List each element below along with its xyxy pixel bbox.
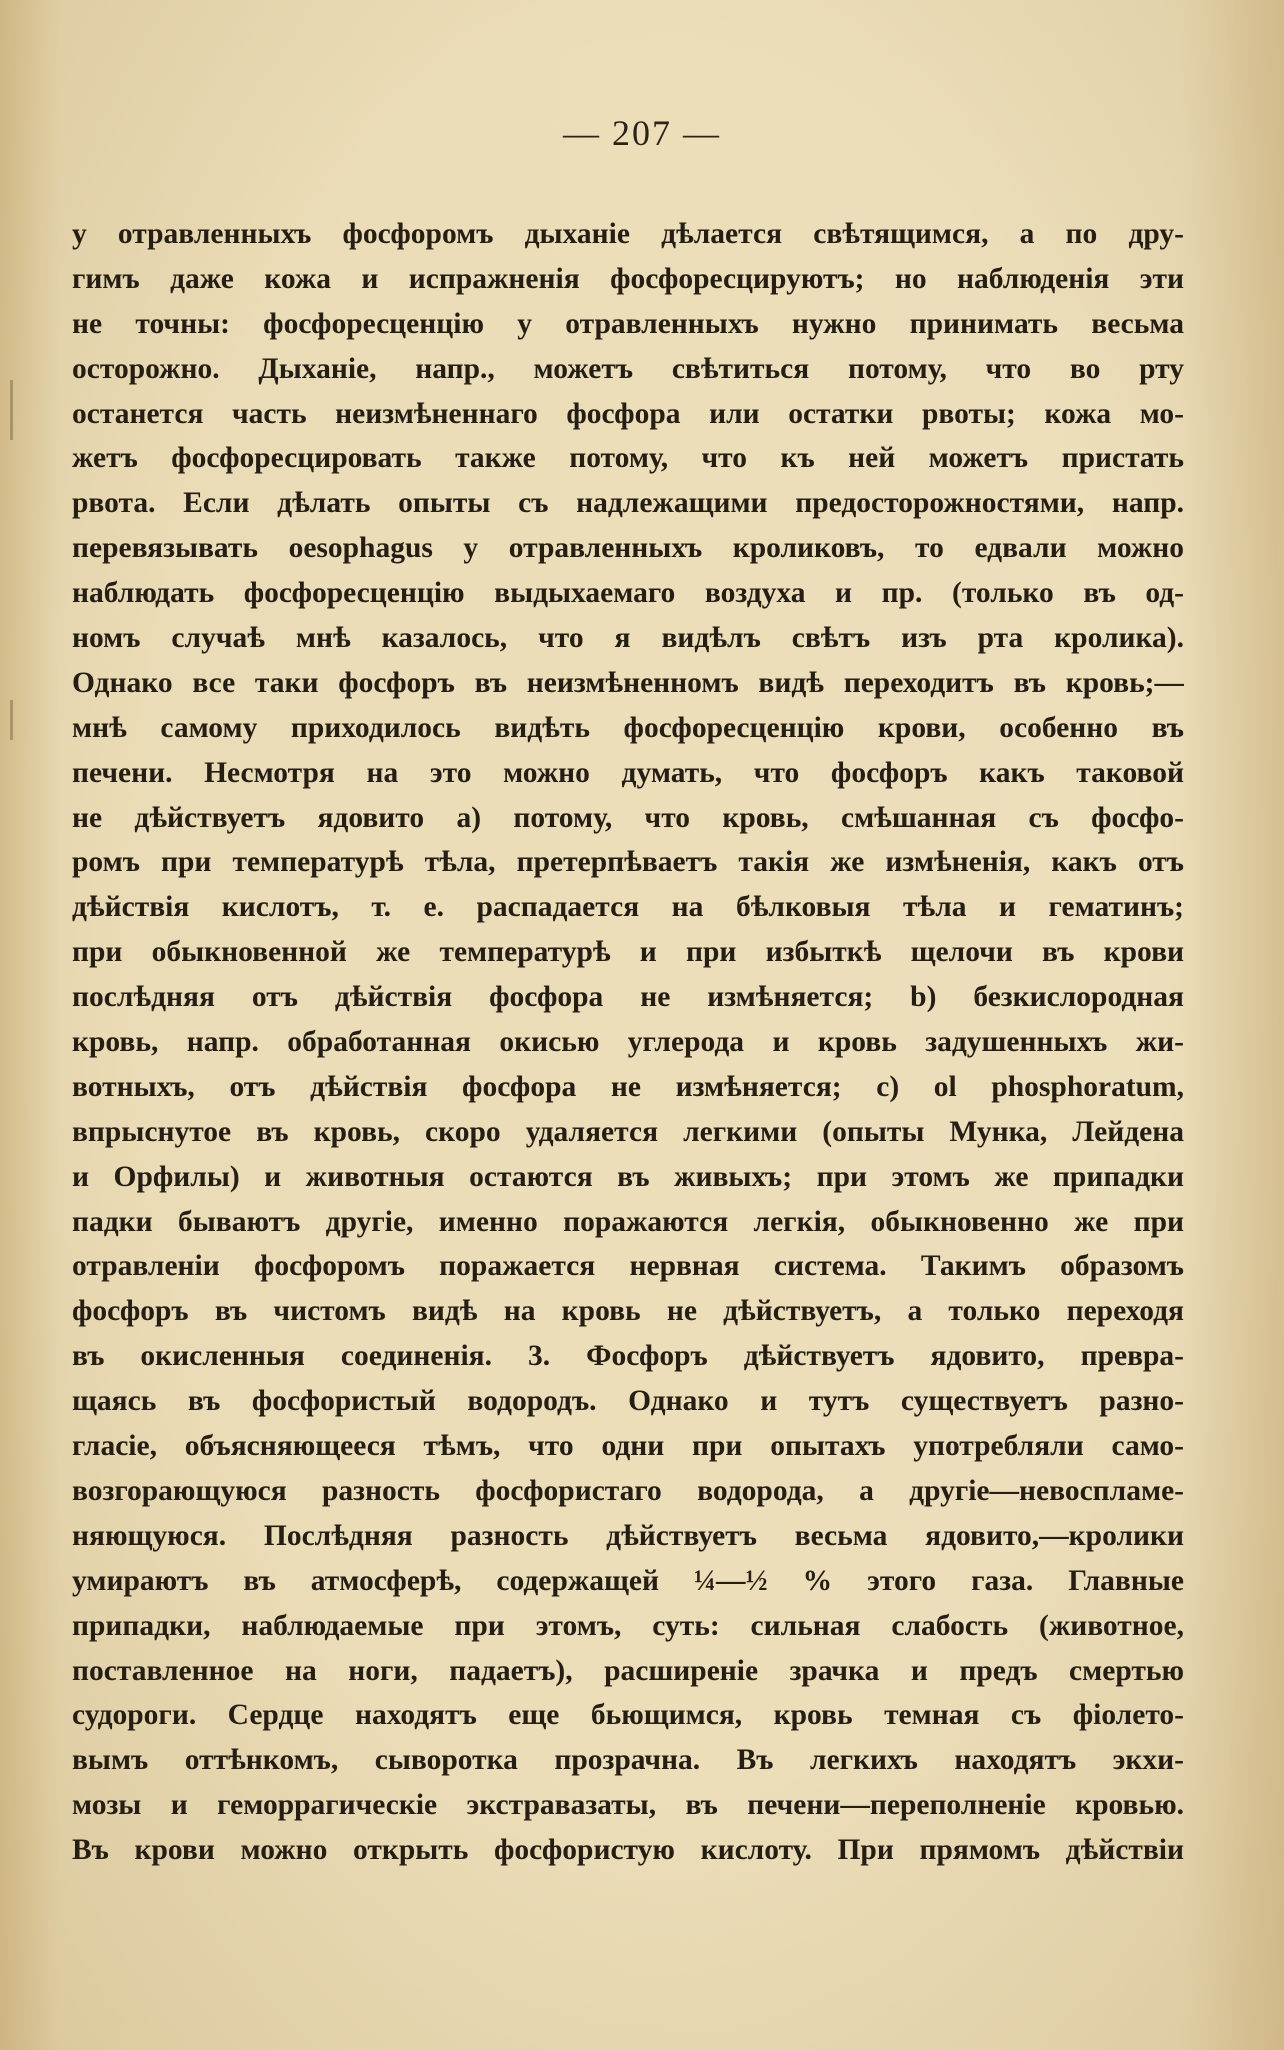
text-line: мнѣ самому приходилось видѣть фосфоресценцію крови, особенно въ [72,711,1184,744]
text-line: рвота. Если дѣлать опыты съ надлежащими предосторожностями, напр. [72,487,1184,520]
margin-mark [10,700,13,740]
text-line: впрыснутое въ кровь, скоро удаляется легкими (опыты Мунка, Лейдена [72,1115,1184,1148]
text-line: номъ случаѣ мнѣ казалось, что я видѣлъ свѣтъ изъ рта кролика). [72,622,1184,655]
text-line: осторожно. Дыханіе, напр., можетъ свѣтиться потому, что во рту [72,352,1184,385]
text-line: судороги. Сердце находятъ еще бьющимся, кровь темная съ фіолето- [72,1699,1184,1732]
text-line: вымъ оттѣнкомъ, сыворотка прозрачна. Въ легкихъ находятъ экхи- [72,1744,1184,1777]
text-line: въ окисленныя соединенія. 3. Фосфоръ дѣйствуетъ ядовито, превра- [72,1340,1184,1373]
text-line: жетъ фосфоресцировать также потому, что къ ней можетъ пристать [72,442,1184,475]
text-line: поставленное на ноги, падаетъ), расширеніе зрачка и предъ смертью [72,1654,1184,1687]
text-line: вотныхъ, отъ дѣйствія фосфора не измѣняется; c) ol phosphoratum, [72,1070,1184,1103]
text-line: падки бываютъ другіе, именно поражаются легкія, обыкновенно же при [72,1205,1184,1238]
text-body [72,212,1184,1873]
text-line: умираютъ въ атмосферѣ, содержащей ¼—½ % этого газа. Главные [72,1564,1184,1597]
text-line: Однако все таки фосфоръ въ неизмѣненномъ видѣ переходитъ въ кровь;— [72,666,1184,699]
text-line: печени. Несмотря на это можно думать, что фосфоръ какъ таковой [72,756,1184,789]
text-line: ромъ при температурѣ тѣла, претерпѣваетъ такія же измѣненія, какъ отъ [72,846,1184,879]
text-line: перевязывать oesophagus у отравленныхъ кроликовъ, то едвали можно [72,532,1184,565]
text-line: послѣдняя отъ дѣйствія фосфора не измѣняется; b) безкислородная [72,981,1184,1014]
text-line: при обыкновенной же температурѣ и при избыткѣ щелочи въ крови [72,936,1184,969]
text-line: Въ крови можно открыть фосфористую кислоту. При прямомъ дѣйствіи [72,1834,1184,1867]
text-line: и Орфилы) и животныя остаются въ живыхъ; при этомъ же припадки [72,1160,1184,1193]
text-line: мозы и геморрагическіе экстравазаты, въ печени—переполненіе кровью. [72,1789,1184,1822]
text-line: дѣйствія кислотъ, т. е. распадается на бѣлковыя тѣла и гематинъ; [72,891,1184,924]
text-line: у отравленныхъ фосфоромъ дыханіе дѣлается свѣтящимся, а по дру- [72,218,1184,250]
text-line: гимъ даже кожа и испражненія фосфоресцируютъ; но наблюденія эти [72,262,1184,295]
text-line: припадки, наблюдаемые при этомъ, суть: сильная слабость (животное, [72,1609,1184,1642]
text-line: фосфоръ въ чистомъ видѣ на кровь не дѣйствуетъ, а только переходя [72,1295,1184,1328]
text-line: няющуюся. Послѣдняя разность дѣйствуетъ весьма ядовито,—кролики [72,1519,1184,1552]
text-line: гласіе, объясняющееся тѣмъ, что одни при опытахъ употребляли само- [72,1430,1184,1463]
text-line: останется часть неизмѣненнаго фосфора или остатки рвоты; кожа мо- [72,397,1184,430]
text-line: щаясь въ фосфористый водородъ. Однако и тутъ существуетъ разно- [72,1385,1184,1418]
text-line: не точны: фосфоресценцію у отравленныхъ нужно принимать весьма [72,307,1184,340]
margin-mark [10,380,13,440]
text-line: кровь, напр. обработанная окисью углерода и кровь задушенныхъ жи- [72,1026,1184,1059]
page-number: — 207 — [563,113,721,153]
text-line: отравленіи фосфоромъ поражается нервная система. Такимъ образомъ [72,1250,1184,1283]
text-line: возгорающуюся разность фосфористаго водорода, а другіе—невоспламе- [72,1474,1184,1507]
text-line: не дѣйствуетъ ядовито a) потому, что кровь, смѣшанная съ фосфо- [72,801,1184,834]
text-line: наблюдать фосфоресценцію выдыхаемаго воздуха и пр. (только въ од- [72,577,1184,610]
